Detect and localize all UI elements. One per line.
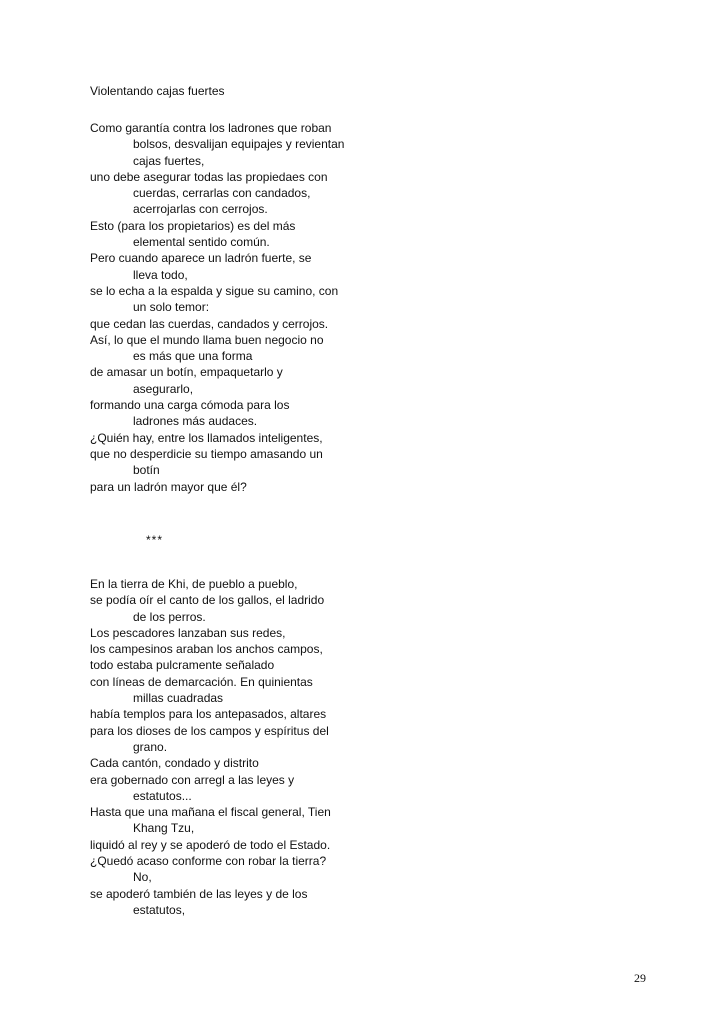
poem-line: uno debe asegurar todas las propiedaes con <box>90 169 328 184</box>
poem-line: Esto (para los propietarios) es del más <box>90 218 296 233</box>
poem-line: se apoderó también de las leyes y de los <box>90 886 308 901</box>
poem-line: estatutos... <box>133 788 192 803</box>
poem-line: con líneas de demarcación. En quinientas <box>90 674 313 689</box>
poem-line: acerrojarlas con cerrojos. <box>133 202 268 217</box>
poem-line: formando una carga cómoda para los <box>90 398 290 413</box>
poem-line: estatutos, <box>133 902 186 917</box>
poem-line: todo estaba pulcramente señalado <box>90 658 275 673</box>
poem-line: de amasar un botín, empaquetarlo y <box>90 365 283 380</box>
page-number: 29 <box>634 971 646 985</box>
poem-line: elemental sentido común. <box>133 235 270 250</box>
poem-line: es más que una forma <box>133 349 253 364</box>
poem-line: Así, lo que el mundo llama buen negocio no <box>90 332 324 347</box>
section-separator: *** <box>146 533 164 547</box>
poem-line: Cada cantón, condado y distrito <box>90 756 259 771</box>
poem-line: liquidó al rey y se apoderó de todo el Estado. <box>90 837 331 852</box>
poem-section-1 <box>90 120 420 495</box>
poem-line: para los dioses de los campos y espíritus del <box>90 723 329 738</box>
poem-line: ¿Quién hay, entre los llamados inteligentes, <box>90 430 323 445</box>
poem-line: No, <box>133 870 152 885</box>
poem-line: era gobernado con arregl a las leyes y <box>90 772 295 787</box>
poem-line: asegurarlo, <box>133 381 194 396</box>
poem-section-2 <box>90 576 420 918</box>
poem-line: se lo echa a la espalda y sigue su camino, con <box>90 283 339 298</box>
poem-line: botín <box>133 463 160 478</box>
poem-line: ¿Quedó acaso conforme con robar la tierra? <box>90 854 327 869</box>
poem-line: Como garantía contra los ladrones que roban <box>90 121 332 135</box>
poem-line: un solo temor: <box>133 300 210 315</box>
poem-line: ladrones más audaces. <box>133 414 258 429</box>
page-title: Violentando cajas fuertes <box>90 84 225 98</box>
poem-line: Pero cuando aparece un ladrón fuerte, se <box>90 251 312 266</box>
poem-line: lleva todo, <box>133 267 188 282</box>
poem-line: para un ladrón mayor que él? <box>90 479 247 494</box>
poem-line: había templos para los antepasados, altares <box>90 707 327 722</box>
poem-line: bolsos, desvalijan equipajes y revientan <box>133 137 345 152</box>
poem-line: de los perros. <box>133 609 206 624</box>
poem-line: Khang Tzu, <box>133 821 195 836</box>
poem-line: se podía oír el canto de los gallos, el ladrido <box>90 593 325 608</box>
poem-line: millas cuadradas <box>133 691 224 706</box>
poem-line: Los pescadores lanzaban sus redes, <box>90 625 286 640</box>
poem-line: que no desperdicie su tiempo amasando un <box>90 446 323 461</box>
poem-line: Hasta que una mañana el fiscal general, Tien <box>90 805 331 820</box>
poem-line: cuerdas, cerrarlas con candados, <box>133 186 311 201</box>
poem-line: los campesinos araban los anchos campos, <box>90 642 323 657</box>
poem-line: cajas fuertes, <box>133 153 205 168</box>
poem-line: que cedan las cuerdas, candados y cerrojos. <box>90 316 329 331</box>
poem-line: grano. <box>133 739 168 754</box>
poem-line: En la tierra de Khi, de pueblo a pueblo, <box>90 577 298 591</box>
